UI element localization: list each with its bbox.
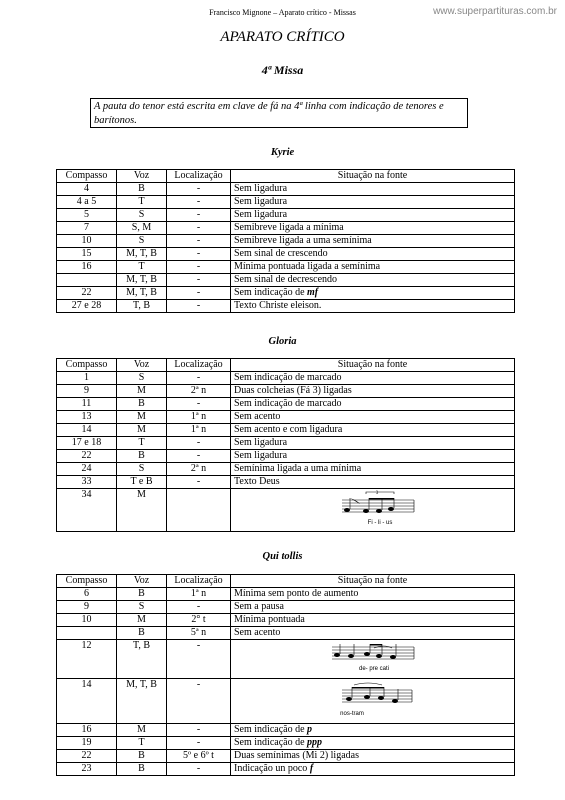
- cell: S: [117, 372, 167, 385]
- cell: Sem ligadura: [231, 437, 515, 450]
- table-row: [57, 437, 515, 450]
- cell: -: [167, 196, 231, 209]
- cell: Sem acento e com ligadura: [231, 424, 515, 437]
- cell-text: Sem indicação de: [234, 737, 308, 748]
- table-row: [57, 614, 515, 627]
- table-row: [57, 476, 515, 489]
- table-row: [57, 398, 515, 411]
- cell: -: [167, 183, 231, 196]
- cell: -: [167, 372, 231, 385]
- running-header: Francisco Mignone – Aparato crítico - Missas: [209, 8, 356, 17]
- cell: 2ª n: [167, 385, 231, 398]
- cell: 9: [57, 601, 117, 614]
- cell: 23: [57, 763, 117, 776]
- cell: -: [167, 398, 231, 411]
- dynamic-f: f: [309, 763, 314, 774]
- cell: -: [167, 261, 231, 274]
- cell: 1: [57, 372, 117, 385]
- cell: Sem ligadura: [231, 450, 515, 463]
- column-header: Voz: [117, 575, 167, 588]
- cell: Sem ligadura: [231, 209, 515, 222]
- cell: 10: [57, 614, 117, 627]
- cell: 1ª n: [167, 588, 231, 601]
- cell: [167, 489, 231, 532]
- cell: 24: [57, 463, 117, 476]
- cell: T: [117, 196, 167, 209]
- cell: Texto Christe eleison.: [231, 300, 515, 313]
- dynamic-p: p: [307, 724, 313, 735]
- table-row: [57, 248, 515, 261]
- cell: [231, 640, 515, 679]
- cell: 19: [57, 737, 117, 750]
- cell: -: [167, 222, 231, 235]
- lyric-text: de- pre cati: [358, 666, 390, 672]
- cell: Sem ligadura: [231, 183, 515, 196]
- cell: Mínima sem ponto de aumento: [231, 588, 515, 601]
- section-title-kyrie: Kyrie: [270, 147, 295, 158]
- table-row: [57, 222, 515, 235]
- column-header: Compasso: [57, 170, 117, 183]
- cell-text: Indicação un poco: [234, 763, 310, 774]
- cell-text: Sem indicação de: [234, 724, 308, 735]
- lyric-text: nos-tram: [340, 711, 364, 717]
- cell: 16: [57, 724, 117, 737]
- cell: Sem acento: [231, 411, 515, 424]
- cell: 5º e 6º t: [167, 750, 231, 763]
- cell: B: [117, 183, 167, 196]
- page-subtitle: 4ª Missa: [261, 63, 304, 77]
- table-row: [57, 679, 515, 724]
- cell: B: [117, 588, 167, 601]
- cell: -: [167, 287, 231, 300]
- cell-text: Sem indicação de: [234, 287, 308, 298]
- column-header: Situação na fonte: [231, 359, 515, 372]
- cell: Sem a pausa: [231, 601, 515, 614]
- cell: Mínima pontuada ligada a semínima: [231, 261, 515, 274]
- cell: Sem indicação de marcado: [231, 398, 515, 411]
- note-box: A pauta do tenor está escrita em clave de fá na 4ª linha com indicação de tenores e barítonos.: [90, 98, 468, 128]
- cell: 22: [57, 750, 117, 763]
- cell: M: [117, 411, 167, 424]
- cell: T, B: [117, 300, 167, 313]
- cell: 4 a 5: [57, 196, 117, 209]
- cell: [231, 287, 515, 300]
- cell: 22: [57, 450, 117, 463]
- cell: -: [167, 476, 231, 489]
- table-row: [57, 640, 515, 679]
- table-row: [57, 763, 515, 776]
- cell: 14: [57, 424, 117, 437]
- column-header: Localização: [167, 170, 231, 183]
- cell: B: [117, 627, 167, 640]
- cell: 14: [57, 679, 117, 724]
- cell: -: [167, 601, 231, 614]
- cell: 10: [57, 235, 117, 248]
- cell: -: [167, 450, 231, 463]
- cell: 2ª n: [167, 463, 231, 476]
- cell: [231, 737, 515, 750]
- table-row: [57, 261, 515, 274]
- music-excerpt-fi-li-us: [234, 490, 510, 530]
- cell: [57, 627, 117, 640]
- table-row: [57, 450, 515, 463]
- cell: -: [167, 724, 231, 737]
- cell: S: [117, 209, 167, 222]
- cell: B: [117, 450, 167, 463]
- cell: M, T, B: [117, 248, 167, 261]
- tuplet-mark: 3: [375, 491, 379, 496]
- cell: T: [117, 261, 167, 274]
- table-row: [57, 750, 515, 763]
- dynamic-ppp: ppp: [307, 737, 323, 748]
- cell: -: [167, 209, 231, 222]
- cell: S, M: [117, 222, 167, 235]
- table-row: [57, 385, 515, 398]
- cell: 22: [57, 287, 117, 300]
- table-row: [57, 463, 515, 476]
- cell: Sem sinal de decrescendo: [231, 274, 515, 287]
- cell: S: [117, 463, 167, 476]
- cell: B: [117, 750, 167, 763]
- cell: 4: [57, 183, 117, 196]
- cell: Sem indicação de marcado: [231, 372, 515, 385]
- table-row: [57, 627, 515, 640]
- cell: M: [117, 724, 167, 737]
- table-row: [57, 489, 515, 532]
- cell: M: [117, 385, 167, 398]
- cell: M: [117, 424, 167, 437]
- cell: -: [167, 737, 231, 750]
- column-header: Voz: [117, 170, 167, 183]
- dynamic-mf: mf: [307, 287, 319, 298]
- cell: Semínima ligada a uma mínima: [231, 463, 515, 476]
- table-row: [57, 183, 515, 196]
- cell: 13: [57, 411, 117, 424]
- cell: Sem sinal de crescendo: [231, 248, 515, 261]
- page-title: APARATO CRÍTICO: [220, 29, 345, 45]
- cell: B: [117, 398, 167, 411]
- cell: 34: [57, 489, 117, 532]
- cell: -: [167, 274, 231, 287]
- column-header: Localização: [167, 575, 231, 588]
- table-row: [57, 411, 515, 424]
- cell: M, T, B: [117, 287, 167, 300]
- cell: Duas colcheias (Fá 3) ligadas: [231, 385, 515, 398]
- music-excerpt-deprecati: [234, 641, 510, 677]
- table-row: [57, 287, 515, 300]
- cell: [231, 724, 515, 737]
- cell: Semibreve ligada a mínima: [231, 222, 515, 235]
- cell: -: [167, 248, 231, 261]
- table-header-row: [57, 359, 515, 372]
- cell: 11: [57, 398, 117, 411]
- section-title-qui-tollis: Qui tollis: [262, 551, 303, 562]
- qui-tollis-table: [56, 574, 515, 776]
- column-header: Localização: [167, 359, 231, 372]
- cell: [231, 489, 515, 532]
- cell: [231, 763, 515, 776]
- cell: -: [167, 300, 231, 313]
- table-row: [57, 300, 515, 313]
- column-header: Voz: [117, 359, 167, 372]
- cell: -: [167, 640, 231, 679]
- cell: Sem acento: [231, 627, 515, 640]
- gloria-table: [56, 358, 515, 532]
- cell: 5: [57, 209, 117, 222]
- cell: 9: [57, 385, 117, 398]
- kyrie-table: [56, 169, 515, 313]
- table-row: [57, 235, 515, 248]
- cell: 1ª n: [167, 411, 231, 424]
- cell: 15: [57, 248, 117, 261]
- table-row: [57, 209, 515, 222]
- cell: T: [117, 737, 167, 750]
- column-header: Situação na fonte: [231, 170, 515, 183]
- column-header: Compasso: [57, 359, 117, 372]
- column-header: Compasso: [57, 575, 117, 588]
- cell: 1ª n: [167, 424, 231, 437]
- cell: 16: [57, 261, 117, 274]
- table-row: [57, 196, 515, 209]
- table-row: [57, 601, 515, 614]
- table-row: [57, 372, 515, 385]
- table-row: [57, 588, 515, 601]
- table-header-row: [57, 575, 515, 588]
- cell: -: [167, 235, 231, 248]
- section-title-gloria: Gloria: [268, 336, 297, 347]
- cell: B: [117, 763, 167, 776]
- cell: 7: [57, 222, 117, 235]
- lyric-text: Fi - li - us: [367, 520, 393, 526]
- cell: 27 e 28: [57, 300, 117, 313]
- cell: Duas semínimas (Mi 2) ligadas: [231, 750, 515, 763]
- cell: Sem ligadura: [231, 196, 515, 209]
- cell: 17 e 18: [57, 437, 117, 450]
- cell: T: [117, 437, 167, 450]
- cell: 6: [57, 588, 117, 601]
- column-header: Situação na fonte: [231, 575, 515, 588]
- cell: 12: [57, 640, 117, 679]
- cell: Semibreve ligada a uma semínima: [231, 235, 515, 248]
- table-header-row: [57, 170, 515, 183]
- cell: M: [117, 489, 167, 532]
- cell: 33: [57, 476, 117, 489]
- cell: -: [167, 437, 231, 450]
- music-excerpt-nostram: [234, 680, 510, 722]
- cell: [57, 274, 117, 287]
- table-row: [57, 424, 515, 437]
- cell: S: [117, 601, 167, 614]
- cell: S: [117, 235, 167, 248]
- table-row: [57, 737, 515, 750]
- cell: -: [167, 679, 231, 724]
- cell: M: [117, 614, 167, 627]
- table-row: [57, 724, 515, 737]
- site-watermark: www.superpartituras.com.br: [433, 6, 557, 17]
- cell: Texto Deus: [231, 476, 515, 489]
- cell: T, B: [117, 640, 167, 679]
- cell: 2° t: [167, 614, 231, 627]
- cell: [231, 679, 515, 724]
- cell: T e B: [117, 476, 167, 489]
- cell: Mínima pontuada: [231, 614, 515, 627]
- cell: -: [167, 763, 231, 776]
- cell: 5ª n: [167, 627, 231, 640]
- table-row: [57, 274, 515, 287]
- cell: M, T, B: [117, 274, 167, 287]
- cell: M, T, B: [117, 679, 167, 724]
